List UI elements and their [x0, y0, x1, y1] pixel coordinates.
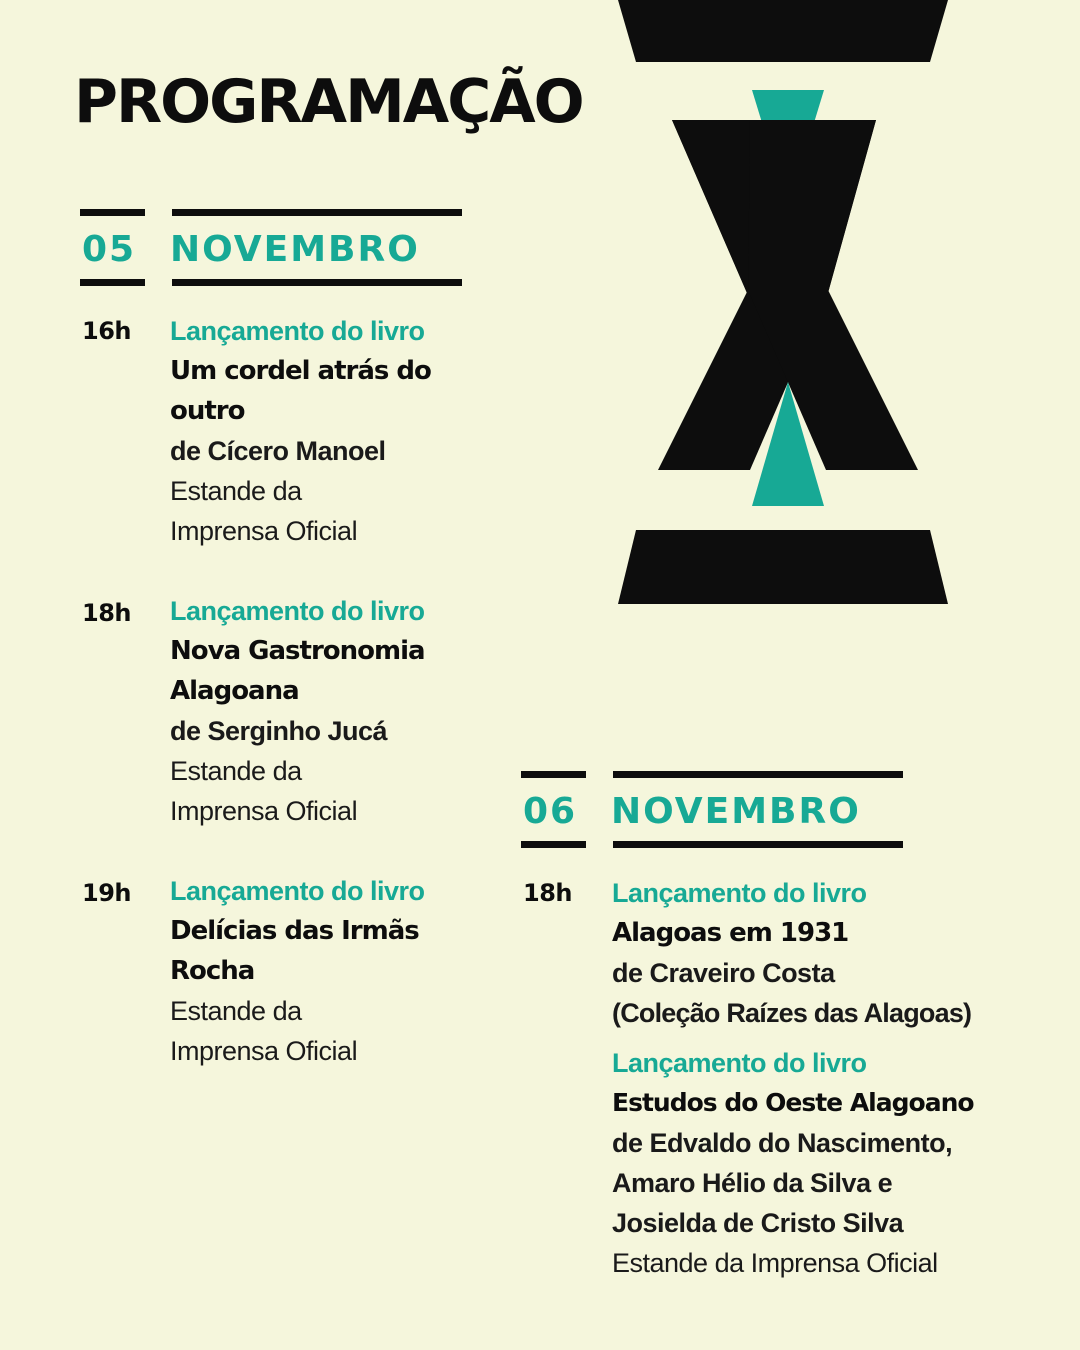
- logo-top-bar: [618, 0, 948, 62]
- date-rule-bottom-day: [80, 279, 145, 286]
- place-line: Estande da: [170, 996, 302, 1026]
- place-line: Estande da: [170, 476, 302, 506]
- event-kind: Lançamento do livro: [612, 878, 867, 908]
- book-title-line: Nova Gastronomia: [170, 636, 425, 666]
- book-title-line: Delícias das Irmãs: [170, 916, 419, 946]
- logo-x-cross-upper-right: [748, 120, 876, 300]
- event-time: 18h: [523, 879, 572, 907]
- event-kind: Lançamento do livro: [170, 596, 425, 626]
- place-line: Imprensa Oficial: [170, 516, 358, 546]
- event-kind: Lançamento do livro: [612, 1048, 867, 1078]
- roman-numeral-x-icon: [600, 0, 960, 610]
- logo-bottom-bar: [618, 530, 948, 604]
- date-month: NOVEMBRO: [170, 229, 420, 270]
- date-rule-top-day: [80, 209, 145, 216]
- page-title: PROGRAMAÇÃO: [74, 67, 583, 137]
- date-rule-top-day: [521, 771, 586, 778]
- book-title-line: Alagoana: [170, 676, 299, 706]
- book-title-line: outro: [170, 396, 245, 426]
- event-time: 19h: [82, 879, 131, 907]
- event-time: 18h: [82, 599, 131, 627]
- author-line: (Coleção Raízes das Alagoas): [612, 998, 972, 1028]
- date-day: 05: [82, 229, 137, 270]
- book-title-line: Estudos do Oeste Alagoano: [612, 1088, 974, 1117]
- place-line: Estande da Imprensa Oficial: [612, 1248, 938, 1278]
- place-line: Imprensa Oficial: [170, 1036, 358, 1066]
- date-rule-bottom-month: [172, 279, 462, 286]
- event-kind: Lançamento do livro: [170, 316, 425, 346]
- date-rule-bottom-month: [613, 841, 903, 848]
- date-rule-bottom-day: [521, 841, 586, 848]
- date-day: 06: [523, 791, 578, 832]
- author-line: de Craveiro Costa: [612, 958, 835, 988]
- book-title-line: Um cordel atrás do: [170, 356, 431, 386]
- place-line: Imprensa Oficial: [170, 796, 358, 826]
- date-rule-top-month: [172, 209, 462, 216]
- author-line: Josielda de Cristo Silva: [612, 1208, 904, 1238]
- date-month: NOVEMBRO: [611, 791, 861, 832]
- author-line: de Serginho Jucá: [170, 716, 388, 746]
- book-title-line: Rocha: [170, 956, 255, 986]
- place-line: Estande da: [170, 756, 302, 786]
- book-title-line: Alagoas em 1931: [612, 918, 849, 948]
- author-line: Amaro Hélio da Silva e: [612, 1168, 893, 1198]
- event-kind: Lançamento do livro: [170, 876, 425, 906]
- event-time: 16h: [82, 317, 131, 345]
- author-line: de Edvaldo do Nascimento,: [612, 1128, 953, 1158]
- author-line: de Cícero Manoel: [170, 436, 386, 466]
- date-rule-top-month: [613, 771, 903, 778]
